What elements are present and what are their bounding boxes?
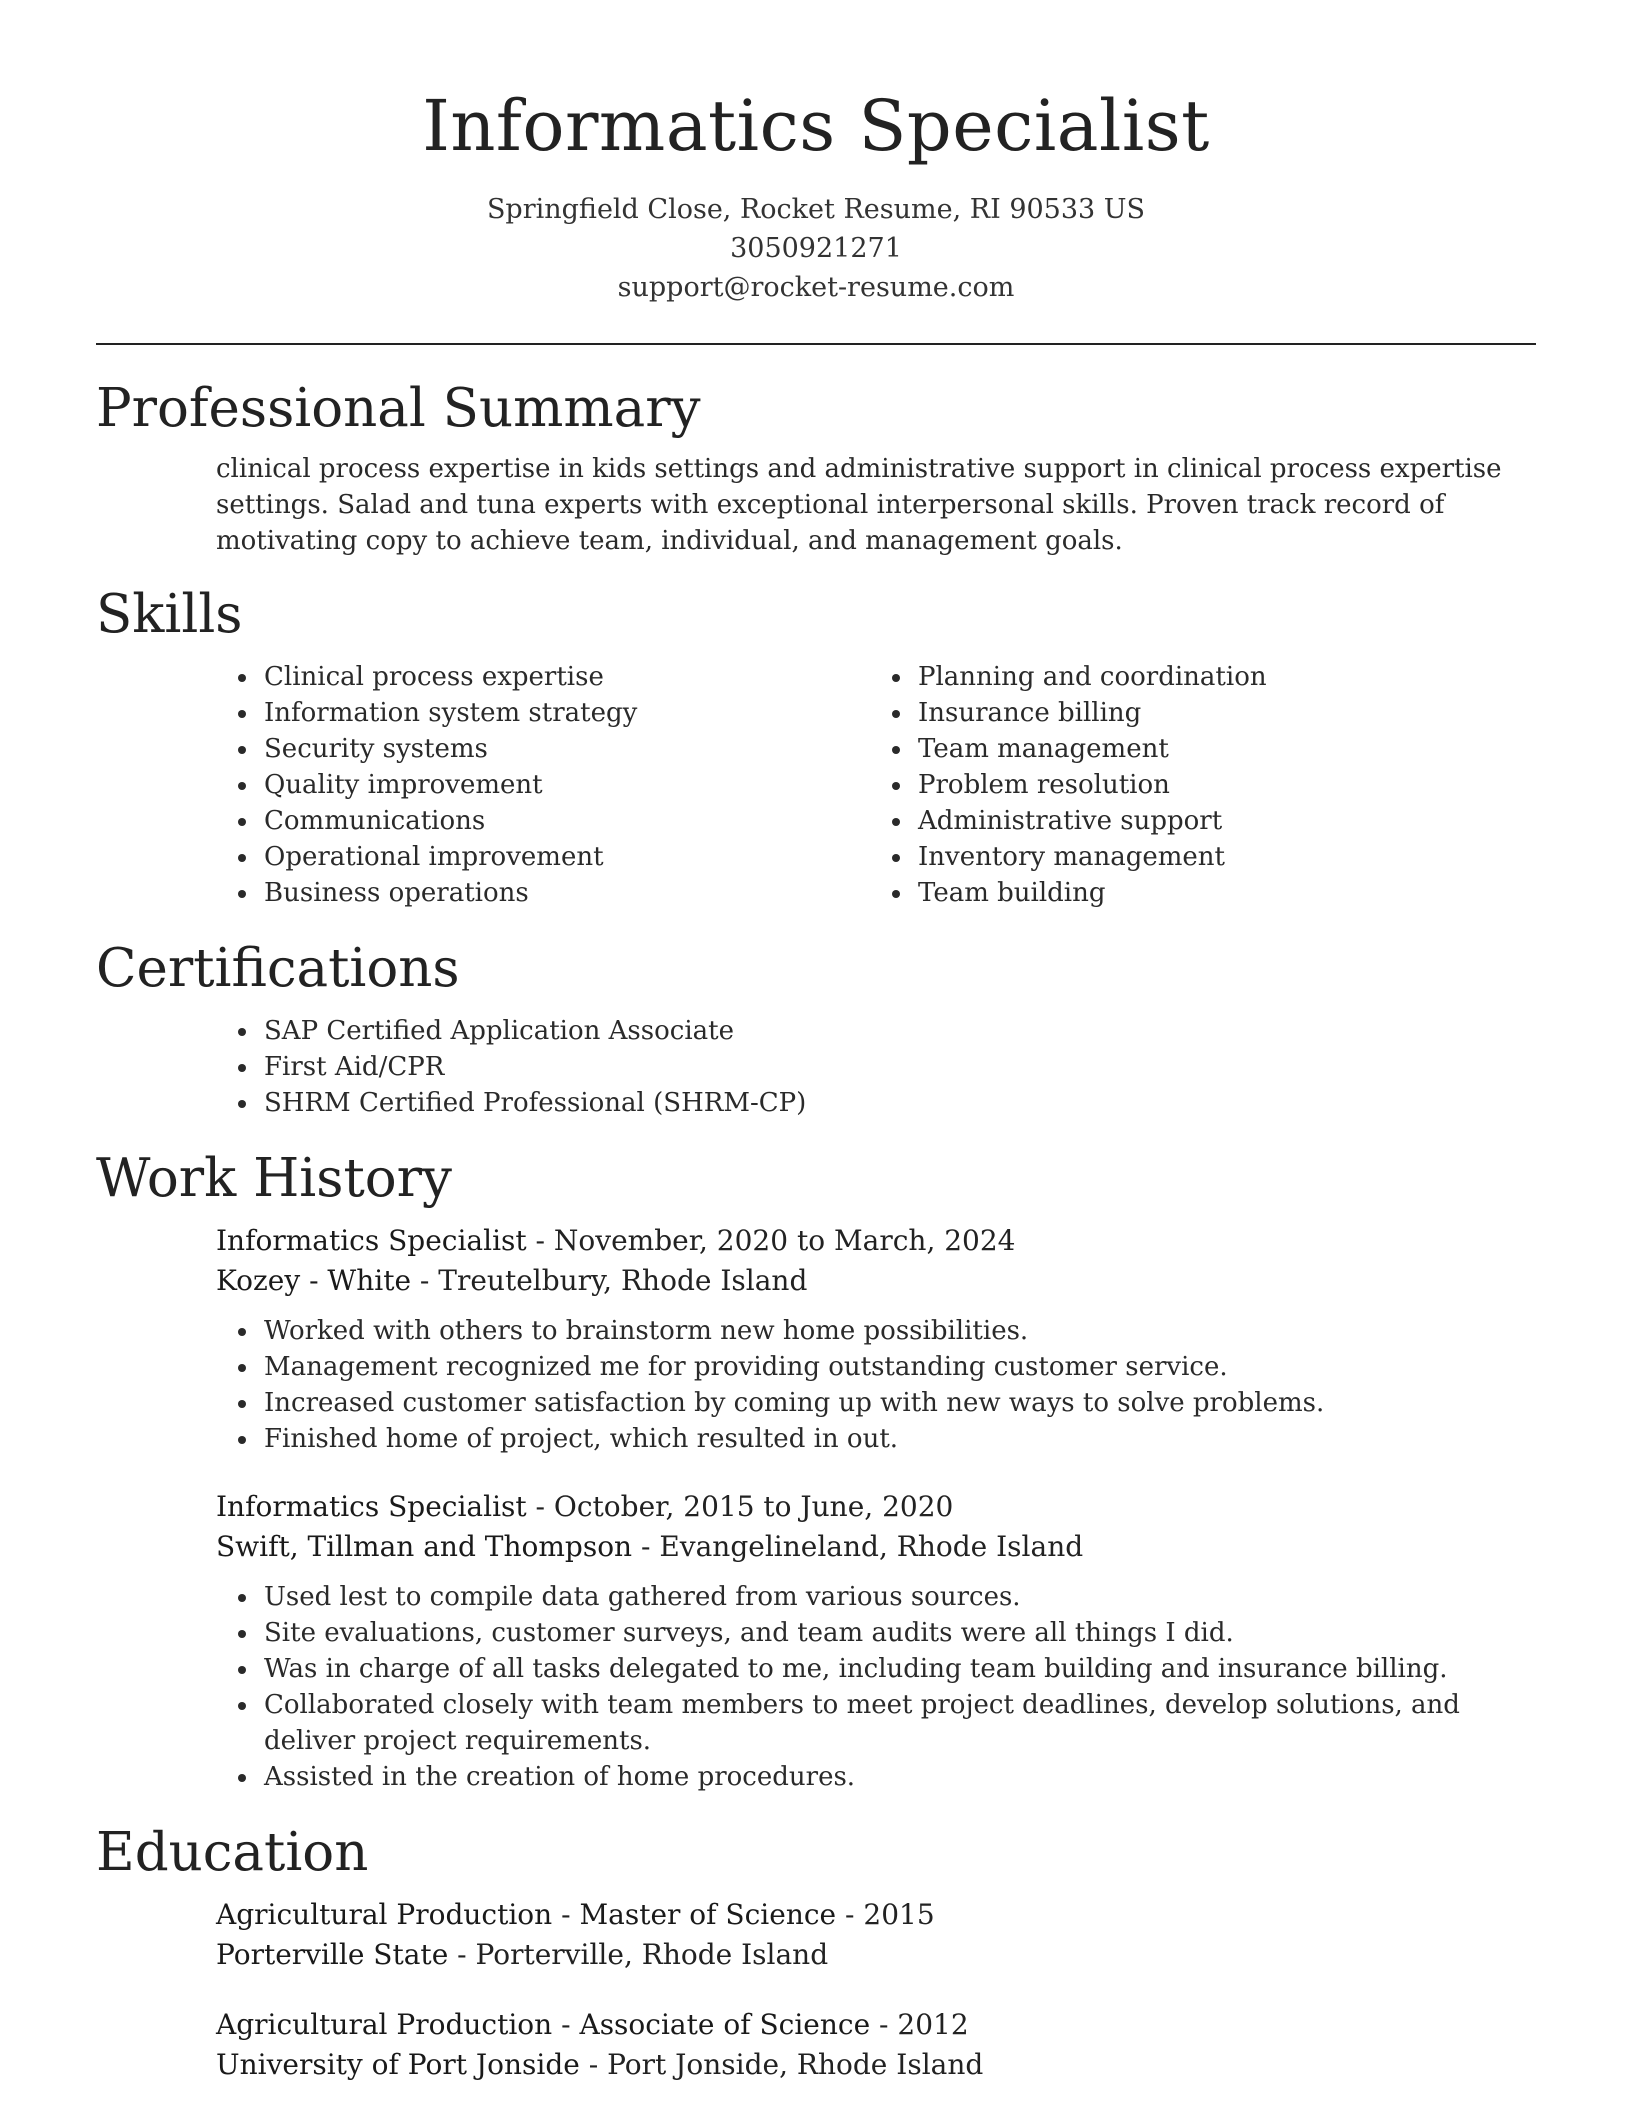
job-bullet: • Finished home of project, which resulted in out. <box>260 1421 1536 1457</box>
separator: - <box>836 1898 864 1931</box>
education-field: Agricultural Production <box>216 2008 553 2041</box>
education-entry <box>96 2005 1536 2085</box>
job-bullet: • Used lest to compile data gathered from various sources. <box>260 1579 1536 1615</box>
education-entry <box>96 1895 1536 1975</box>
job-location: Treutelbury, Rhode Island <box>438 1264 808 1297</box>
skill-item: • Quality improvement <box>260 767 750 803</box>
job-bullets <box>96 1579 1536 1795</box>
address-text: Springfield Close, Rocket Resume, RI 90533 US <box>486 194 1146 225</box>
skill-item: • Security systems <box>260 731 750 767</box>
skill-item: • Information system strategy <box>260 695 750 731</box>
email-text: support@rocket-resume.com <box>617 272 1015 303</box>
separator: - <box>552 1898 580 1931</box>
section-title-skills: Skills <box>96 584 243 645</box>
skill-item: • Business operations <box>260 875 750 911</box>
job-bullet: • Collaborated closely with team members to meet project deadlines, develop solutions, and deliver project requirements. <box>260 1687 1536 1759</box>
education-location: Porterville, Rhode Island <box>475 1938 829 1971</box>
phone-text: 3050921271 <box>730 233 902 264</box>
job-title-line <box>96 1221 1536 1261</box>
work-history-section <box>96 1147 1536 1795</box>
section-title-education: Education <box>96 1822 369 1883</box>
resume-page <box>96 0 1536 2085</box>
job-bullet: • Management recognized me for providing outstanding customer service. <box>260 1349 1536 1385</box>
skill-item: • Planning and coordination <box>914 659 1267 695</box>
certification-item: • SHRM Certified Professional (SHRM-CP) <box>260 1085 1536 1121</box>
education-location: Port Jonside, Rhode Island <box>607 2048 984 2081</box>
skill-item: • Administrative support <box>914 803 1267 839</box>
section-title-summary: Professional Summary <box>96 378 701 439</box>
job-title-line <box>96 1487 1536 1527</box>
skill-item: • Team building <box>914 875 1267 911</box>
job-dates: November, 2020 to March, 2024 <box>553 1224 1016 1257</box>
job-location: Evangelineland, Rhode Island <box>659 1530 1084 1563</box>
certification-item: • First Aid/CPR <box>260 1049 1536 1085</box>
education-degree: Master of Science <box>579 1898 837 1931</box>
education-degree-line <box>96 2005 1536 2045</box>
skill-item: • Operational improvement <box>260 839 750 875</box>
header-divider <box>96 343 1536 345</box>
job-dates: October, 2015 to June, 2020 <box>553 1490 954 1523</box>
job-bullet: • Assisted in the creation of home procedures. <box>260 1759 1536 1795</box>
education-school: Porterville State <box>216 1938 449 1971</box>
education-degree-line <box>96 1895 1536 1935</box>
job-company: Kozey - White <box>216 1264 412 1297</box>
job-bullet: • Worked with others to brainstorm new home possibilities. <box>260 1313 1536 1349</box>
separator: - <box>632 1530 660 1563</box>
job-entry <box>96 1221 1536 1457</box>
separator: - <box>526 1224 554 1257</box>
separator: - <box>552 2008 580 2041</box>
skills-section <box>96 583 1536 911</box>
job-company-line <box>96 1261 1536 1301</box>
job-entry <box>96 1487 1536 1795</box>
job-company-line <box>96 1527 1536 1567</box>
skills-grid <box>96 659 1536 911</box>
skill-item: • Inventory management <box>914 839 1267 875</box>
certifications-list <box>96 1013 1536 1121</box>
skill-item: • Communications <box>260 803 750 839</box>
resume-header <box>96 0 1536 307</box>
skill-item: • Problem resolution <box>914 767 1267 803</box>
summary-text: clinical process expertise in kids settings and administrative support in clinical process expertise settings. Salad and tuna experts with exceptional interpersonal skills. Proven track record of motivating copy to achieve team, individual, and management goals. <box>216 454 1502 556</box>
education-year: 2012 <box>897 2008 969 2041</box>
job-bullet: • Was in charge of all tasks delegated to me, including team building and insurance billing. <box>260 1651 1536 1687</box>
job-role: Informatics Specialist <box>216 1224 527 1257</box>
contact-info <box>96 190 1536 307</box>
education-school: University of Port Jonside <box>216 2048 580 2081</box>
skill-item: • Clinical process expertise <box>260 659 750 695</box>
education-year: 2015 <box>863 1898 935 1931</box>
job-company: Swift, Tillman and Thompson <box>216 1530 633 1563</box>
education-school-line <box>96 1935 1536 1975</box>
summary-section <box>96 377 1536 559</box>
separator: - <box>411 1264 439 1297</box>
job-bullet: • Increased customer satisfaction by coming up with new ways to solve problems. <box>260 1385 1536 1421</box>
education-school-line <box>96 2045 1536 2085</box>
separator: - <box>448 1938 476 1971</box>
education-degree: Associate of Science <box>579 2008 871 2041</box>
skills-column-2 <box>750 659 1267 911</box>
job-bullet: • Site evaluations, customer surveys, and team audits were all things I did. <box>260 1615 1536 1651</box>
separator: - <box>870 2008 898 2041</box>
separator: - <box>579 2048 608 2081</box>
separator: - <box>526 1490 554 1523</box>
skill-item: • Insurance billing <box>914 695 1267 731</box>
job-bullets <box>96 1313 1536 1457</box>
education-section <box>96 1821 1536 2085</box>
skill-item: • Team management <box>914 731 1267 767</box>
certifications-section <box>96 937 1536 1121</box>
section-title-work-history: Work History <box>96 1148 452 1209</box>
job-role: Informatics Specialist <box>216 1490 527 1523</box>
candidate-name: Informatics Specialist <box>422 85 1210 167</box>
section-title-certifications: Certifications <box>96 938 460 999</box>
education-field: Agricultural Production <box>216 1898 553 1931</box>
skills-column-1 <box>96 659 750 911</box>
certification-item: • SAP Certified Application Associate <box>260 1013 1536 1049</box>
